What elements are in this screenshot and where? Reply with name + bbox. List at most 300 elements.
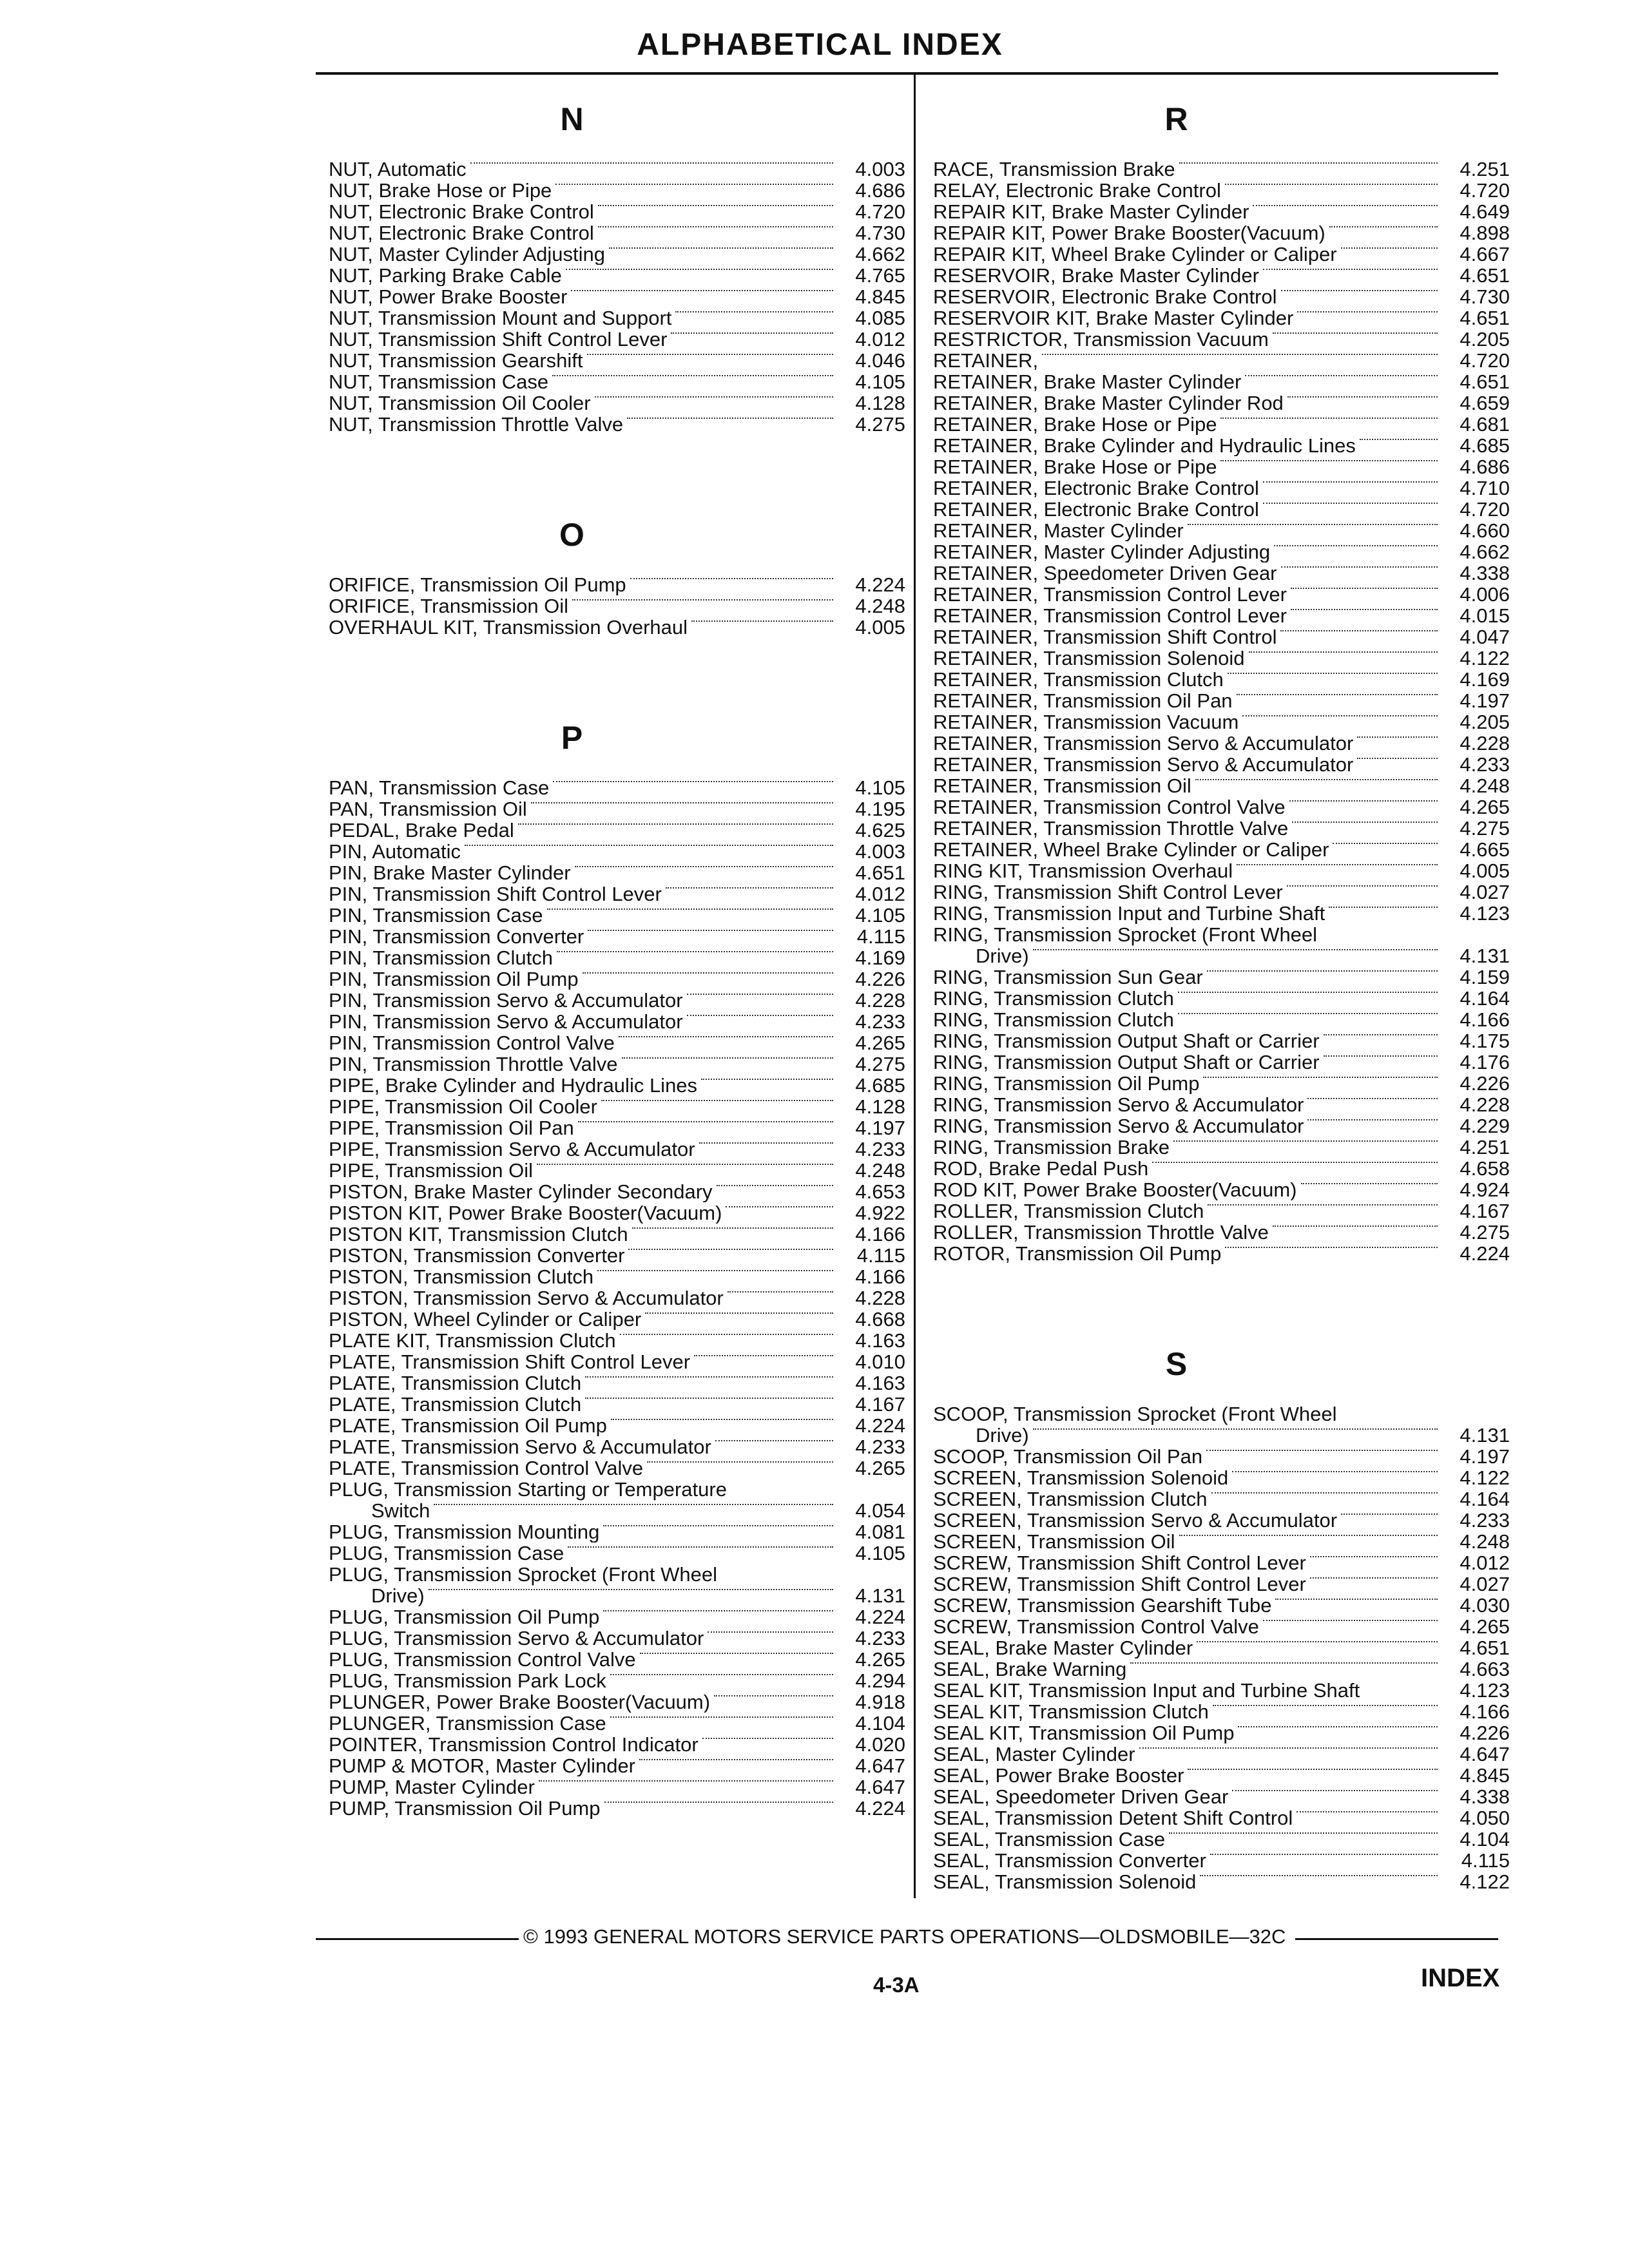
entry-label-wrap — [329, 1606, 841, 1628]
dot-leader — [1188, 520, 1438, 525]
entry-label: SCOOP, Transmission Oil Pan — [933, 1446, 1203, 1467]
page-number: 4-3A — [873, 1973, 920, 1997]
header-rule — [316, 72, 1498, 75]
entry-label: RETAINER, Master Cylinder Adjusting — [933, 541, 1271, 562]
index-entry — [933, 1030, 1510, 1052]
entry-label: ROD KIT, Power Brake Booster(Vacuum) — [933, 1179, 1297, 1200]
entry-label: REPAIR KIT, Brake Master Cylinder — [933, 201, 1249, 222]
index-entry — [933, 903, 1510, 924]
index-entry — [933, 1829, 1510, 1850]
dot-leader — [687, 1011, 833, 1016]
entry-label: SEAL, Transmission Converter — [933, 1850, 1206, 1871]
entry-label-wrap — [933, 711, 1445, 733]
entry-label-wrap — [933, 180, 1445, 201]
index-entry — [329, 1351, 905, 1372]
dot-leader — [583, 968, 833, 974]
entry-label-wrap — [933, 881, 1445, 903]
entry-label-wrap — [329, 1734, 841, 1755]
entry-page-number: 4.720 — [855, 200, 905, 223]
index-entry — [329, 968, 905, 990]
entry-page-number: 4.105 — [855, 370, 905, 393]
entry-label: RETAINER, Electronic Brake Control — [933, 477, 1259, 499]
entry-label: RING, Transmission Shift Control Lever — [933, 881, 1283, 903]
entry-page-number: 4.275 — [855, 413, 905, 436]
dot-leader — [1301, 1179, 1438, 1184]
dot-leader — [1307, 1115, 1438, 1120]
entry-label-continuation: Switch — [371, 1499, 430, 1521]
index-entry — [329, 1287, 905, 1309]
dot-leader — [1173, 1137, 1438, 1142]
entry-label-wrap — [933, 1222, 1445, 1243]
entry-page-number: 4.651 — [1460, 264, 1510, 287]
section-label: INDEX — [1421, 1964, 1500, 1992]
entry-page-number: 4.898 — [1460, 222, 1510, 244]
index-entry — [933, 1137, 1510, 1158]
entry-label: PIN, Transmission Shift Control Lever — [329, 883, 662, 905]
entry-label-wrap — [933, 1722, 1445, 1744]
entry-page-number: 4.663 — [1460, 1658, 1510, 1680]
index-entry — [329, 286, 905, 307]
entry-label-wrap — [933, 690, 1445, 711]
entry-page-number: 4.047 — [1460, 626, 1510, 648]
entry-label: PIN, Transmission Clutch — [329, 947, 553, 968]
entry-label: PLATE, Transmission Clutch — [329, 1394, 582, 1415]
entry-label-wrap — [933, 924, 1445, 966]
dot-leader — [1210, 1850, 1438, 1855]
index-entry — [329, 1096, 905, 1117]
dot-leader — [610, 1670, 833, 1675]
index-entry — [933, 605, 1510, 626]
dot-leader — [632, 1224, 833, 1229]
entry-label-wrap — [329, 1224, 841, 1245]
entry-label: RETAINER, Transmission Vacuum — [933, 711, 1239, 733]
entry-label-wrap — [933, 1786, 1445, 1807]
entry-label-wrap — [329, 222, 841, 244]
dot-leader — [1253, 201, 1438, 206]
entry-label: PLUG, Transmission Oil Pump — [329, 1606, 600, 1628]
entry-label-wrap — [933, 1446, 1445, 1467]
entry-label: SCREW, Transmission Gearshift Tube — [933, 1595, 1272, 1616]
dot-leader — [555, 180, 833, 185]
entry-page-number: 4.294 — [855, 1669, 905, 1692]
dot-leader — [1341, 244, 1438, 249]
dot-leader — [1273, 329, 1438, 334]
entry-label-wrap — [933, 754, 1445, 775]
entry-page-number: 4.005 — [1460, 860, 1510, 882]
dot-leader — [588, 926, 833, 931]
entry-label: RETAINER, Transmission Control Lever — [933, 584, 1287, 605]
dot-leader — [1289, 796, 1438, 802]
index-entry — [933, 690, 1510, 711]
entry-label: PIN, Transmission Oil Pump — [329, 968, 579, 990]
dot-leader — [715, 1436, 833, 1441]
entry-label: PISTON KIT, Transmission Clutch — [329, 1224, 628, 1245]
dot-leader — [1195, 775, 1438, 780]
index-entry — [329, 371, 905, 392]
entry-label: PLUG, Transmission Park Lock — [329, 1670, 606, 1691]
entry-label-wrap — [329, 371, 841, 392]
entry-label: SEAL, Power Brake Booster — [933, 1765, 1184, 1786]
entry-page-number: 4.164 — [1460, 1488, 1510, 1510]
index-entry — [933, 1573, 1510, 1595]
entry-page-number: 4.115 — [856, 925, 905, 948]
entry-label: RETAINER, Electronic Brake Control — [933, 499, 1259, 520]
entry-page-number: 4.197 — [855, 1117, 905, 1139]
entry-continuation-wrap — [933, 945, 1445, 966]
entry-label-wrap — [933, 1595, 1445, 1616]
entry-page-number: 4.685 — [1460, 434, 1510, 457]
index-entry — [933, 265, 1510, 286]
index-entry — [329, 1160, 905, 1181]
index-entry — [329, 1776, 905, 1798]
dot-leader — [1324, 1030, 1438, 1035]
dot-leader — [1225, 1243, 1438, 1248]
entry-label: RELAY, Electronic Brake Control — [933, 180, 1221, 201]
entry-label: PLUNGER, Transmission Case — [329, 1713, 606, 1734]
entry-label: ROTOR, Transmission Oil Pump — [933, 1243, 1222, 1264]
index-entry — [329, 1691, 905, 1713]
entry-label: NUT, Master Cylinder Adjusting — [329, 244, 605, 265]
dot-leader — [694, 1351, 833, 1356]
entry-page-number: 4.667 — [1460, 243, 1510, 265]
entry-page-number: 4.625 — [855, 819, 905, 841]
dot-leader — [1273, 1222, 1438, 1227]
entry-label-wrap — [933, 1073, 1445, 1094]
dot-leader — [1232, 1467, 1438, 1472]
dot-leader — [1237, 690, 1438, 695]
index-entry — [329, 820, 905, 841]
entry-continuation-wrap — [933, 1425, 1445, 1446]
entry-page-number: 4.054 — [855, 1499, 905, 1522]
entry-page-number: 4.229 — [1460, 1115, 1510, 1137]
entry-label-wrap — [329, 307, 841, 329]
entry-label-wrap — [329, 905, 841, 926]
dot-leader — [1225, 180, 1438, 185]
index-entry — [933, 1786, 1510, 1807]
index-entry — [329, 777, 905, 798]
entry-label-wrap — [329, 820, 841, 841]
entry-page-number: 4.224 — [1460, 1242, 1510, 1265]
dot-leader — [1291, 584, 1438, 589]
index-entry — [329, 1457, 905, 1479]
entry-page-number: 4.228 — [855, 989, 905, 1012]
index-entry — [933, 541, 1510, 562]
dot-leader — [1206, 1446, 1438, 1451]
entry-label-wrap — [933, 903, 1445, 924]
entry-label-wrap — [933, 201, 1445, 222]
entry-label-wrap — [933, 1137, 1445, 1158]
index-entry — [329, 1606, 905, 1628]
dot-leader — [1329, 222, 1438, 227]
dot-leader — [1357, 733, 1438, 738]
dot-leader — [434, 1500, 833, 1505]
entry-page-number: 4.131 — [855, 1584, 905, 1607]
index-entry — [329, 1245, 905, 1266]
dot-leader — [630, 574, 833, 579]
index-entry — [933, 1765, 1510, 1786]
entry-page-number: 4.159 — [1460, 966, 1510, 988]
entry-page-number: 4.006 — [1460, 583, 1510, 606]
dot-leader — [1263, 265, 1438, 270]
index-entry — [329, 1798, 905, 1819]
entry-label: PIPE, Transmission Oil — [329, 1160, 533, 1181]
entry-page-number: 4.275 — [1460, 1221, 1510, 1244]
entry-label: RING, Transmission Sprocket (Front Wheel — [933, 924, 1318, 946]
index-entry — [933, 1658, 1510, 1680]
dot-leader — [1275, 1595, 1438, 1600]
index-entry — [933, 562, 1510, 584]
dot-leader — [557, 947, 833, 952]
dot-leader — [552, 371, 833, 376]
index-entry — [933, 1200, 1510, 1222]
dot-leader — [1242, 711, 1438, 716]
dot-leader — [1220, 414, 1438, 419]
entry-label: SCREW, Transmission Control Valve — [933, 1616, 1259, 1637]
entry-label-wrap — [329, 180, 841, 201]
entry-label: PLUG, Transmission Mounting — [329, 1521, 600, 1542]
dot-leader — [537, 1160, 833, 1165]
entry-label-wrap — [329, 777, 841, 798]
entry-label: RETAINER, Transmission Control Lever — [933, 605, 1287, 626]
dot-leader — [585, 1394, 833, 1399]
entry-label: RING, Transmission Sun Gear — [933, 966, 1203, 988]
entry-page-number: 4.845 — [1460, 1764, 1510, 1787]
index-entry — [933, 201, 1510, 222]
entry-page-number: 4.665 — [1460, 838, 1510, 861]
entry-label: PIN, Transmission Throttle Valve — [329, 1053, 618, 1075]
dot-leader — [465, 841, 833, 846]
dot-leader — [1297, 307, 1438, 312]
index-entry — [329, 350, 905, 371]
footer-rule-left — [316, 1938, 519, 1940]
dot-leader — [470, 159, 833, 164]
entry-label-wrap — [933, 265, 1445, 286]
entry-label-wrap — [933, 988, 1445, 1009]
entry-page-number: 4.251 — [1460, 1136, 1510, 1158]
entry-page-number: 4.228 — [1460, 1093, 1510, 1116]
entry-page-number: 4.662 — [1460, 541, 1510, 563]
entry-label: OVERHAUL KIT, Transmission Overhaul — [329, 617, 688, 638]
entry-label: RETAINER, Brake Hose or Pipe — [933, 414, 1217, 435]
index-entry — [933, 1871, 1510, 1892]
entry-label-wrap — [933, 1094, 1445, 1115]
entry-label: PISTON, Transmission Converter — [329, 1245, 625, 1266]
entry-label: PLATE, Transmission Clutch — [329, 1372, 582, 1394]
index-entry — [933, 648, 1510, 669]
index-entry — [329, 329, 905, 350]
entry-continuation-wrap — [329, 1500, 841, 1521]
dot-leader — [1281, 286, 1438, 291]
entry-page-number: 4.662 — [855, 243, 905, 265]
entry-list — [329, 574, 905, 638]
dot-leader — [714, 1691, 833, 1696]
index-section — [329, 512, 905, 638]
entry-page-number: 4.275 — [1460, 817, 1510, 840]
entry-page-number: 4.197 — [1460, 689, 1510, 712]
entry-page-number: 4.924 — [1460, 1178, 1510, 1201]
entry-page-number: 4.686 — [855, 179, 905, 202]
entry-label-wrap — [329, 1436, 841, 1457]
dot-leader — [1263, 499, 1438, 504]
dot-leader — [675, 307, 833, 312]
index-section — [933, 1341, 1510, 1892]
index-entry — [933, 1403, 1510, 1446]
dot-leader — [572, 595, 833, 601]
index-entry — [933, 1094, 1510, 1115]
entry-page-number: 4.224 — [855, 1797, 905, 1820]
entry-page-number: 4.248 — [855, 595, 905, 617]
entry-label-wrap — [329, 1330, 841, 1351]
index-entry — [933, 1722, 1510, 1744]
entry-page-number: 4.647 — [1460, 1743, 1510, 1765]
entry-label-wrap — [329, 1372, 841, 1394]
index-entry — [933, 244, 1510, 265]
index-entry — [329, 244, 905, 265]
entry-page-number: 4.248 — [1460, 1530, 1510, 1553]
entry-page-number: 4.164 — [1460, 987, 1510, 1010]
entry-label: SEAL KIT, Transmission Clutch — [933, 1701, 1209, 1722]
entry-page-number: 4.224 — [855, 1606, 905, 1628]
dot-leader — [1211, 1488, 1438, 1494]
index-entry — [329, 947, 905, 968]
dot-leader — [1280, 626, 1438, 631]
entry-page-number: 4.233 — [855, 1627, 905, 1649]
entry-label-wrap — [329, 1181, 841, 1202]
entry-page-number: 4.730 — [1460, 285, 1510, 308]
dot-leader — [645, 1309, 833, 1314]
dot-leader — [691, 617, 833, 622]
dot-leader — [603, 1606, 833, 1611]
entry-label-wrap — [329, 1245, 841, 1266]
entry-label: SEAL KIT, Transmission Oil Pump — [933, 1722, 1235, 1744]
entry-label: RING, Transmission Oil Pump — [933, 1073, 1200, 1094]
index-entry — [933, 307, 1510, 329]
entry-label-wrap — [933, 414, 1445, 435]
entry-label-wrap — [933, 1052, 1445, 1073]
entry-label: PIN, Transmission Converter — [329, 926, 584, 947]
entry-label-wrap — [329, 1457, 841, 1479]
index-entry — [329, 798, 905, 820]
entry-label: ROLLER, Transmission Throttle Valve — [933, 1222, 1269, 1243]
entry-label: PLATE, Transmission Servo & Accumulator — [329, 1436, 711, 1457]
section-letter: R — [1164, 101, 1188, 137]
entry-label: SEAL KIT, Transmission Input and Turbine Shaft — [933, 1680, 1360, 1701]
entry-page-number: 4.010 — [855, 1350, 905, 1373]
dot-leader — [701, 1075, 833, 1080]
entry-label-wrap — [933, 1200, 1445, 1222]
index-entry — [329, 414, 905, 435]
dot-leader — [1245, 371, 1438, 376]
entry-label-wrap — [329, 1266, 841, 1287]
entry-label-wrap — [933, 329, 1445, 350]
entry-label-wrap — [933, 307, 1445, 329]
entry-label-wrap — [933, 456, 1445, 477]
index-entry — [329, 1330, 905, 1351]
entry-page-number: 4.003 — [855, 158, 905, 180]
dot-leader — [717, 1181, 833, 1186]
dot-leader — [1139, 1744, 1438, 1749]
entry-page-number: 4.163 — [855, 1329, 905, 1352]
entry-label: ROLLER, Transmission Clutch — [933, 1200, 1204, 1222]
entry-page-number: 4.050 — [1460, 1807, 1510, 1829]
index-entry — [329, 180, 905, 201]
entry-label-wrap — [933, 626, 1445, 648]
entry-label: ORIFICE, Transmission Oil Pump — [329, 574, 626, 595]
section-letter: P — [561, 720, 583, 756]
dot-leader — [1292, 818, 1438, 823]
entry-label-wrap — [933, 541, 1445, 562]
dot-leader — [1307, 1094, 1438, 1099]
entry-label: NUT, Transmission Throttle Valve — [329, 414, 624, 435]
dot-leader — [1281, 562, 1438, 568]
entry-label-wrap — [933, 1158, 1445, 1179]
entry-label-wrap — [329, 350, 841, 371]
entry-label: NUT, Electronic Brake Control — [329, 222, 594, 244]
entry-page-number: 4.167 — [1460, 1200, 1510, 1222]
index-entry — [329, 1415, 905, 1436]
entry-page-number: 4.123 — [1460, 902, 1510, 925]
entry-label: NUT, Transmission Gearshift — [329, 350, 583, 371]
entry-page-number: 4.104 — [1460, 1828, 1510, 1850]
index-entry — [933, 1179, 1510, 1200]
entry-label-wrap — [933, 733, 1445, 754]
entry-page-number: 4.131 — [1460, 945, 1510, 967]
entry-page-number: 4.105 — [855, 1542, 905, 1564]
entry-label: PUMP, Master Cylinder — [329, 1776, 535, 1798]
entry-label-wrap — [329, 159, 841, 180]
entry-label: RING, Transmission Input and Turbine Shaft — [933, 903, 1325, 924]
entry-page-number: 4.012 — [1460, 1552, 1510, 1574]
dot-leader — [1178, 1009, 1438, 1014]
entry-label-wrap — [933, 1510, 1445, 1531]
dot-leader — [1130, 1658, 1438, 1664]
dot-leader — [610, 1713, 833, 1718]
entry-label-wrap — [933, 562, 1445, 584]
entry-label: PEDAL, Brake Pedal — [329, 820, 514, 841]
entry-label: PLUG, Transmission Starting or Temperature — [329, 1479, 727, 1501]
entry-label-wrap — [329, 1309, 841, 1330]
entry-page-number: 4.226 — [855, 968, 905, 990]
index-entry — [329, 1479, 905, 1521]
entry-page-number: 4.233 — [855, 1010, 905, 1033]
entry-page-number: 4.265 — [855, 1032, 905, 1054]
entry-page-number: 4.710 — [1460, 477, 1510, 499]
entry-page-number: 4.081 — [855, 1521, 905, 1543]
entry-label: PIN, Transmission Servo & Accumulator — [329, 1011, 683, 1032]
index-entry — [933, 796, 1510, 818]
index-entry — [933, 988, 1510, 1009]
dot-leader — [539, 1776, 833, 1782]
entry-page-number: 4.027 — [1460, 881, 1510, 903]
entry-label-wrap — [329, 968, 841, 990]
entry-list — [933, 1403, 1510, 1892]
entry-page-number: 4.003 — [855, 840, 905, 863]
entry-label: RING, Transmission Servo & Accumulator — [933, 1094, 1304, 1115]
entry-label-wrap — [329, 926, 841, 947]
entry-label-wrap — [933, 435, 1445, 456]
entry-list — [329, 777, 905, 1819]
entry-label-wrap — [329, 1479, 841, 1521]
page-title: ALPHABETICAL INDEX — [637, 28, 1003, 62]
index-entry — [933, 477, 1510, 499]
entry-label-wrap — [933, 477, 1445, 499]
index-entry — [933, 860, 1510, 881]
entry-label-wrap — [933, 1807, 1445, 1829]
entry-label-wrap — [329, 1139, 841, 1160]
index-entry — [329, 862, 905, 883]
entry-page-number: 4.169 — [1460, 668, 1510, 691]
entry-label: RETAINER, Transmission Control Valve — [933, 796, 1286, 818]
